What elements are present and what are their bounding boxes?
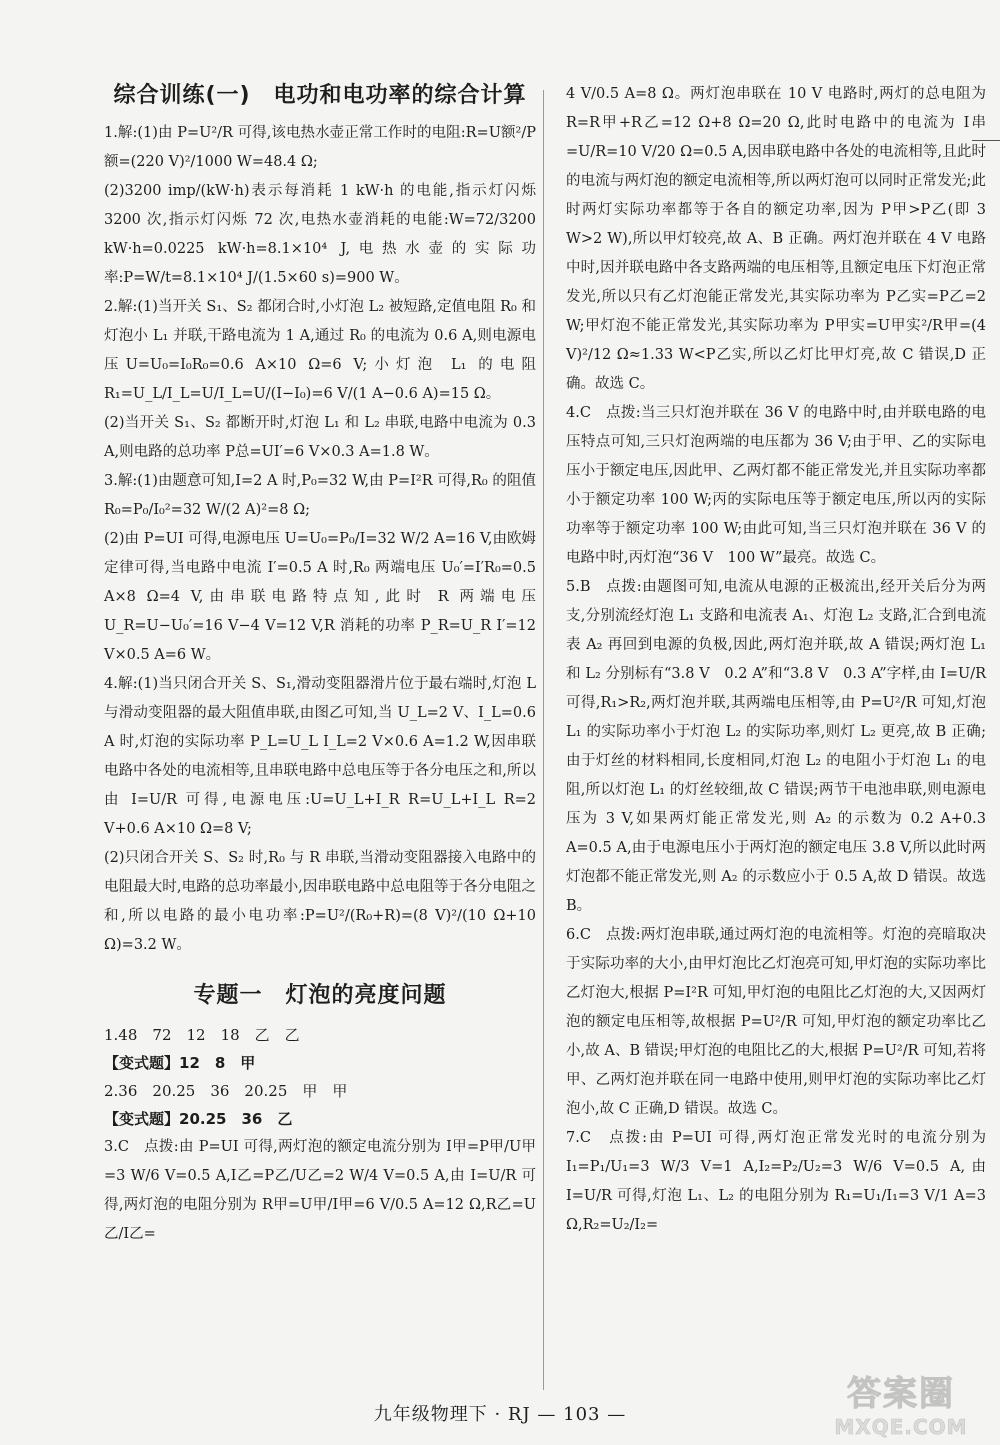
answer-paragraph: 4.C 点拨:当三只灯泡并联在 36 V 的电路中时,由并联电路的电压特点可知,三只灯泡两端的电压都为 36 V;由于甲、乙的实际电压小于额定电压,因此甲、乙两灯都不能正常发光,并且实际功率都小于额定功率 100 W;丙的实际电压等于额定电压,所以丙的实际功率等于额定功率 100 W;由此可知,当三只灯泡并联在 36 V 的电路中时,丙灯泡“36 V 100 W”最亮。故选 C。 [566,405,986,566]
answer-paragraph: 1.解:(1)由 P=U²/R 可得,该电热水壶正常工作时的电阻:R=U额²/P额=(220 V)²/1000 W=48.4 Ω; [104,125,536,170]
section-title-bulb-brightness: 专题一 灯泡的亮度问题 [193,983,447,1008]
page-footer: 九年级物理下 · RJ — 103 — [373,1404,627,1425]
variant-answer: 【变式题】20.25 36 乙 [104,1110,293,1128]
short-answer: 2.36 20.25 36 20.25 甲 甲 [104,1082,348,1100]
answer-paragraph: 3.解:(1)由题意可知,I=2 A 时,P₀=32 W,由 P=I²R 可得,R₀ 的阻值 R₀=P₀/I₀²=32 W/(2 A)²=8 Ω; [104,473,541,518]
variant-answer: 【变式题】12 8 甲 [104,1054,256,1072]
column-divider [543,90,544,1390]
answer-paragraph: 4 V/0.5 A=8 Ω。两灯泡串联在 10 V 电路时,两灯的总电阻为 R=R甲+R乙=12 Ω+8 Ω=20 Ω,此时电路中的电流为 I串=U/R=10 V/20 Ω=0.5 A,因串联电路中各处的电流相等,且此时的电流与两灯泡的额定电流相等,所以两灯泡可以同时正常发光;此时两灯实际功率都等于各自的额定功率,因为 P甲>P乙(即 3 W>2 W),所以甲灯较亮,故 A、B 正确。两灯泡并联在 4 V 电路中时,因并联电路中各支路两端的电压相等,且额定电压下灯泡正常发光,所以只有乙灯泡能正常发光,其实际功率为 P乙实=P乙=2 W;甲灯泡不能正常发光,其实际功率为 P甲实=U甲实²/R甲=(4 V)²/12 Ω≈1.33 W<P乙实,所以乙灯比甲灯亮,故 C 错误,D 正确。故选 C。 [566,86,991,392]
answer-paragraph: 6.C 点拨:两灯泡串联,通过两灯泡的电流相等。灯泡的亮暗取决于实际功率的大小,由甲灯泡比乙灯泡亮可知,甲灯泡的实际功率比乙灯泡大,根据 P=I²R 可知,甲灯泡的电阻比乙灯泡的大,又因两灯泡的额定电压相等,故根据 P=U²/R 可知,甲灯泡的额定功率比乙小,故 A、B 错误;甲灯泡的电阻比乙的大,根据 P=U²/R 可知,若将甲、乙两灯泡并联在同一电路中使用,则甲灯泡的实际功率比乙灯泡小,故 C 正确,D 错误。故选 C。 [566,927,986,1117]
section-title-comprehensive: 综合训练(一) 电功和电功率的综合计算 [113,83,527,108]
watermark-url: MXQE.COM [834,1414,968,1439]
watermark-logo [816,1367,986,1437]
answer-paragraph: (2)当开关 S₁、S₂ 都断开时,灯泡 L₁ 和 L₂ 串联,电路中电流为 0.3 A,则电路的总功率 P总=UI′=6 V×0.3 A=1.8 W。 [104,415,541,460]
answer-paragraph: (2)只闭合开关 S、S₂ 时,R₀ 与 R 串联,当滑动变阻器接入电路中的电阻最大时,电路的总功率最小,因串联电路中总电阻等于各分电阻之和,所以电路的最小电功率:P=U²/(R₀+R)=(8 V)²/(10 Ω+10 Ω)=3.2 W。 [104,850,541,953]
left-column [104,78,541,1249]
answer-paragraph: 2.解:(1)当开关 S₁、S₂ 都闭合时,小灯泡 L₂ 被短路,定值电阻 R₀ 和灯泡小 L₁ 并联,干路电流为 1 A,通过 R₀ 的电流为 0.6 A,则电源电压U=U₀=I₀R₀=0.6 A×10 Ω=6 V;小灯泡 L₁ 的电阻 R₁=U_L/I_L=U/I_L=U/(I−I₀)=6 V/(1 A−0.6 A)=15 Ω。 [104,299,541,402]
right-column [566,80,991,1240]
watermark-logo-text: 答案圈 [847,1373,955,1414]
short-answer: 1.48 72 12 18 乙 乙 [104,1026,300,1044]
answer-paragraph: (2)由 P=UI 可得,电源电压 U=U₀=P₀/I=32 W/2 A=16 V,由欧姆定律可得,当电路中电流 I′=0.5 A 时,R₀ 两端电压 U₀′=I′R₀=0.5 A×8 Ω=4 V,由串联电路特点知,此时 R 两端电压 U_R=U−U₀′=16 V−4 V=12 V,R 消耗的功率 P_R=U_R I′=12 V×0.5 A=6 W。 [104,531,541,663]
answer-paragraph: 5.B 点拨:由题图可知,电流从电源的正极流出,经开关后分为两支,分别流经灯泡 L₁ 支路和电流表 A₁、灯泡 L₂ 支路,汇合到电流表 A₂ 再回到电源的负极,因此,两灯泡并联,故 A 错误;两灯泡 L₁ 和 L₂ 分别标有“3.8 V 0.2 A”和“3.8 V 0.3 A”字样,由 I=U/R 可得,R₁>R₂,两灯泡并联,其两端电压相等,由 P=U²/R 可知,灯泡 L₁ 的实际功率小于灯泡 L₂ 的实际功率,则灯 L₂ 更亮,故 B 正确;由于灯丝的材料相同,长度相同,灯泡 L₂ 的电阻小于灯泡 L₁ 的电阻,所以灯泡 L₁ 的灯丝较细,故 C 错误;两节干电池串联,则电源电压为 3 V,如果两灯能正常发光,则 A₂ 的示数为 0.2 A+0.3 A=0.5 A,由于电源电压小于两灯泡的额定电压 3.8 V,所以此时两灯泡都不能正常发光,则 A₂ 的示数应小于 0.5 A,故 D 错误。故选 B。 [566,579,991,914]
answer-paragraph: 7.C 点拨:由 P=UI 可得,两灯泡正常发光时的电流分别为 I₁=P₁/U₁=3 W/3 V=1 A,I₂=P₂/U₂=3 W/6 V=0.5 A,由 I=U/R 可得,灯泡 L₁、L₂ 的电阻分别为 R₁=U₁/I₁=3 V/1 A=3 Ω,R₂=U₂/I₂= [566,1130,991,1233]
answer-paragraph: 4.解:(1)当只闭合开关 S、S₁,滑动变阻器滑片位于最右端时,灯泡 L 与滑动变阻器的最大阻值串联,由图乙可知,当 U_L=2 V、I_L=0.6 A 时,灯泡的实际功率 P_L=U_L I_L=2 V×0.6 A=1.2 W,因串联电路中各处的电流相等,且串联电路中总电压等于各分电压之和,所以由 I=U/R 可得,电源电压:U=U_L+I_R R=U_L+I_L R=2 V+0.6 A×10 Ω=8 V; [104,676,541,837]
answer-paragraph: (2)3200 imp/(kW·h)表示每消耗 1 kW·h 的电能,指示灯闪烁 3200 次,指示灯闪烁 72 次,电热水壶消耗的电能:W=72/3200 kW·h=0.0225 kW·h=8.1×10⁴ J,电热水壶的实际功率:P=W/t=8.1×10⁴ J/(1.5×60 s)=900 W。 [104,183,541,286]
answer-paragraph: 3.C 点拨:由 P=UI 可得,两灯泡的额定电流分别为 I甲=P甲/U甲=3 W/6 V=0.5 A,I乙=P乙/U乙=2 W/4 V=0.5 A,由 I=U/R 可得,两灯泡的电阻分别为 R甲=U甲/I甲=6 V/0.5 A=12 Ω,R乙=U乙/I乙= [104,1139,536,1242]
